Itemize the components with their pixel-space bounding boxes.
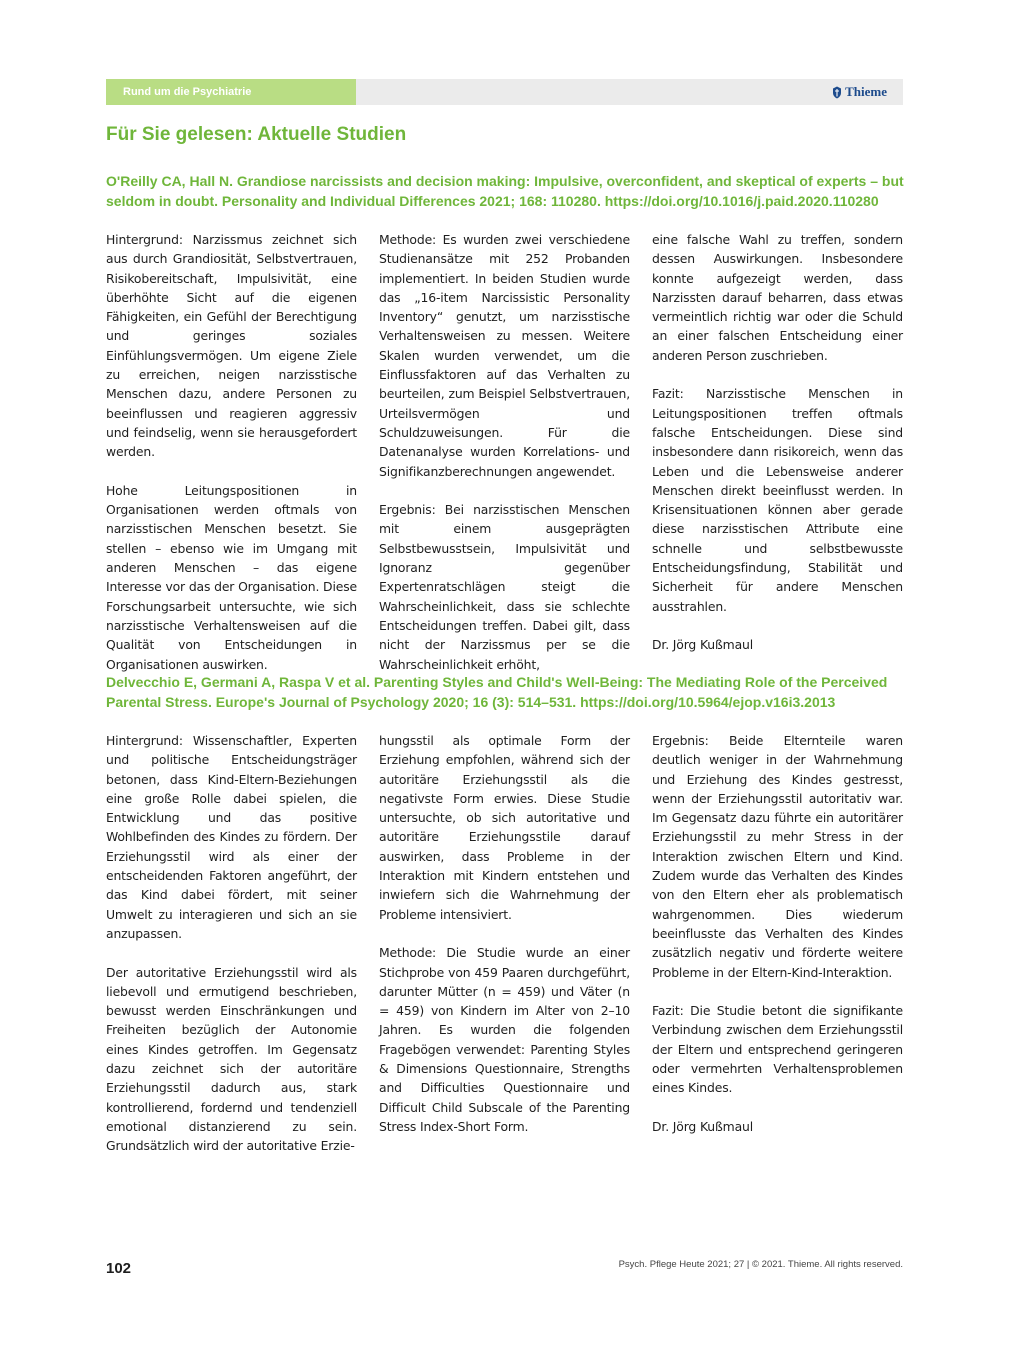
- publisher-name: Thieme: [845, 84, 887, 99]
- paragraph-label: Fazit: [652, 386, 680, 402]
- paragraph: [652, 230, 903, 365]
- author-name: Dr. Jörg Kußmaul: [652, 1118, 754, 1134]
- paragraph: [652, 731, 903, 982]
- text-column: [106, 230, 357, 674]
- thieme-emblem-icon: [832, 86, 842, 99]
- paragraph-label: Hintergrund: [106, 733, 179, 748]
- paragraph-label: Ergebnis: [379, 502, 432, 518]
- paragraph-text: : Narzisstische Menschen in Leitungspositionen treffen oftmals falsche Entscheidungen. Diese sind insbesondere dann risikoreich, wenn das Leben und die Lebensweise anderer Menschen direkt beeinflusst werden. In Krisensituationen können aber gerade diese narzisstischen Attribute eine schnelle und selbstbewusste Entscheidungsfindung, Stabilität und Sicherheit für andere Menschen ausstrahlen.: [652, 386, 903, 614]
- author: [652, 1117, 903, 1136]
- page-number: 102: [106, 1260, 132, 1277]
- paragraph-label: Fazit: [652, 1003, 680, 1019]
- paragraph-text: : Die Studie betont die signifikante Verbindung zwischen dem Erziehungsstil der Eltern und entsprechend geringeren oder vermehrten Verhaltensproblemen eines Kindes.: [652, 1003, 903, 1096]
- text-column: [379, 731, 630, 1156]
- paragraph: [106, 230, 357, 462]
- paragraph: [379, 230, 630, 481]
- journal-reference: Psych. Pflege Heute 2021; 27 | © 2021. Thieme. All rights reserved.: [618, 1259, 903, 1270]
- paragraph-label: Ergebnis: [652, 733, 705, 748]
- paragraph-label: Methode: [379, 232, 433, 247]
- text-column: [652, 731, 903, 1156]
- paragraph-text: : Es wurden zwei verschiedene Studienansätze mit 252 Probanden implementiert. In beiden Studien wurde das „16-item Narcissistic Personality Inventory“ genutzt, um narzisstische Verhaltensweisen zu messen. Weitere Skalen wurden verwendet, um die Einflussfaktoren auf das Verhalten zu beurteilen, zum Beispiel Selbstvertrauen, Urteilsvermögen und Schuldzuweisungen. Für die Datenanalyse wurden Korrelations- und Signifikanzberechnungen angewendet.: [379, 232, 630, 479]
- paragraph-text: eine falsche Wahl zu treffen, sondern dessen Auswirkungen. Insbesondere konnte aufgezeigt werden, dass Narzissten darauf beharren, dass etwas vermeintlich richtig war oder die Schuld an einer falschen Entscheidung einer anderen Person zuschrieben.: [652, 232, 903, 363]
- paragraph: [652, 384, 903, 616]
- publisher-logo: [832, 79, 887, 105]
- paragraph: [106, 963, 357, 1156]
- paragraph: [379, 943, 630, 1136]
- paragraph-label: Hintergrund: [106, 232, 179, 247]
- paragraph-text: Hohe Leitungspositionen in Organisationen werden oftmals von narzisstischen Menschen besetzt. Sie stellen – ebenso wie im Umgang mit anderen Menschen – das eigene Interesse vor das der Organisation. Diese Forschungsarbeit untersuchte, wie sich narzisstische Verhaltensweisen auf die Qualität von Entscheidungen in Organisationen auswirken.: [106, 482, 357, 672]
- author: [652, 635, 903, 654]
- text-column: [106, 731, 357, 1156]
- article-body: [106, 731, 906, 1156]
- section-label: Rund um die Psychiatrie: [106, 79, 356, 105]
- paragraph-text: : Wissenschaftler, Experten und politische Entscheidungsträger betonen, dass Kind-Eltern-Beziehungen eine große Rolle dabei spielen, die Entwicklung und das positive Wohlbefinden des Kindes zu fördern. Der Erziehungsstil wird als einer der entscheidenden Faktoren angeführt, der das Kind dabei fördert, mit seiner Umwelt zu interagieren und sich an sie anzupassen.: [106, 733, 357, 941]
- paragraph-text: Der autoritative Erziehungsstil wird als liebevoll und ermutigend beschrieben, bewusst werden Einschränkungen und Freiheiten bezüglich der Autonomie eines Kindes getroffen. Im Gegensatz dazu zeichnet sich der autoritäre Erziehungsstil dadurch aus, stark kontrollierend, fordernd und tendenziell emotional distanzierend zu sein. Grundsätzlich wird der autoritative Erzie-: [106, 964, 357, 1154]
- paragraph-text: : Narzissmus zeichnet sich aus durch Grandiosität, Selbstvertrauen, Risikobereitschaft, Impulsivität, eine überhöhte Sicht auf die eigenen Fähigkeiten, ein Gefühl der Berechtigung und geringes soziales Einfühlungsvermögen. Um eigene Ziele zu erreichen, neigen narzisstische Menschen dazu, andere Personen zu beeinflussen und reagieren aggressiv und feindselig, wenn sie herausgefordert werden.: [106, 232, 357, 460]
- author-name: Dr. Jörg Kußmaul: [652, 637, 754, 653]
- paragraph: [379, 731, 630, 924]
- paragraph: [106, 731, 357, 943]
- text-column: [379, 230, 630, 674]
- paragraph: [379, 500, 630, 674]
- text-column: [652, 230, 903, 674]
- page-title: Für Sie gelesen: Aktuelle Studien: [106, 124, 407, 145]
- article-citation: Delvecchio E, Germani A, Raspa V et al. Parenting Styles and Child's Well-Being: The Mediating Role of the Perceived Parental Stress. Europe's Journal of Psychology 2020; 16 (3): 514–531. https://doi.org/10.5964/ejop.v16i3.2013: [106, 674, 888, 710]
- paragraph: [106, 481, 357, 674]
- header-bar: [106, 79, 903, 105]
- paragraph-text: : Beide Elternteile waren deutlich weniger in der Wahrnehmung und Erziehung des Kindes gestresst, wenn der Erziehungsstil autoritativ war. Im Gegensatz dazu führte ein autoritärer Erziehungsstil zu mehr Stress in der Interaktion zwischen Eltern und Kind. Zudem wurde das Verhalten des Kindes von den Eltern eher als problematisch wahrgenommen. Dies wiederum beeinflusste das Verhalten des Kindes zusätzlich negativ und förderte weitere Probleme in der Eltern-Kind-Interaktion.: [652, 733, 903, 980]
- paragraph: [652, 1001, 903, 1097]
- article-body: [106, 230, 906, 674]
- paragraph-text: : Bei narzisstischen Menschen mit einem ausgeprägten Selbstbewusstsein, Impulsivität und Ignoranz gegenüber Expertenratschlägen steigt die Wahrscheinlichkeit, dass sie schlechte Entscheidungen treffen. Dabei gilt, dass nicht der Narzissmus per se die Wahrscheinlichkeit erhöht,: [379, 502, 630, 672]
- paragraph-label: Methode: [379, 945, 433, 961]
- paragraph-text: : Die Studie wurde an einer Stichprobe von 459 Paaren durchgeführt, darunter Mütter (n = 459) und Väter (n = 459) von Kindern im Alter von 2–10 Jahren. Es wurden die folgenden Fragebögen verwendet: Parenting Styles & Dimensions Questionnaire, Strengths and Difficulties Questionnaire und Difficult Child Subscale of the Parenting Stress Index-Short Form.: [379, 945, 630, 1134]
- article-citation: O'Reilly CA, Hall N. Grandiose narcissists and decision making: Impulsive, overconfident, and skeptical of experts – but seldom in doubt. Personality and Individual Differences 2021; 168: 110280. https://doi.org/10.1016/j.paid.2020.110280: [106, 173, 904, 209]
- paragraph-text: hungsstil als optimale Form der Erziehung empfohlen, während sich der autoritäre Erziehungsstil als die negativste Form erwies. Diese Studie untersuchte, ob sich autoritative und autoritäre Erziehungsstile darauf auswirken, dass Probleme in der Interaktion mit Kindern entstehen und inwiefern sich die Wahrnehmung der Probleme intensiviert.: [379, 733, 630, 922]
